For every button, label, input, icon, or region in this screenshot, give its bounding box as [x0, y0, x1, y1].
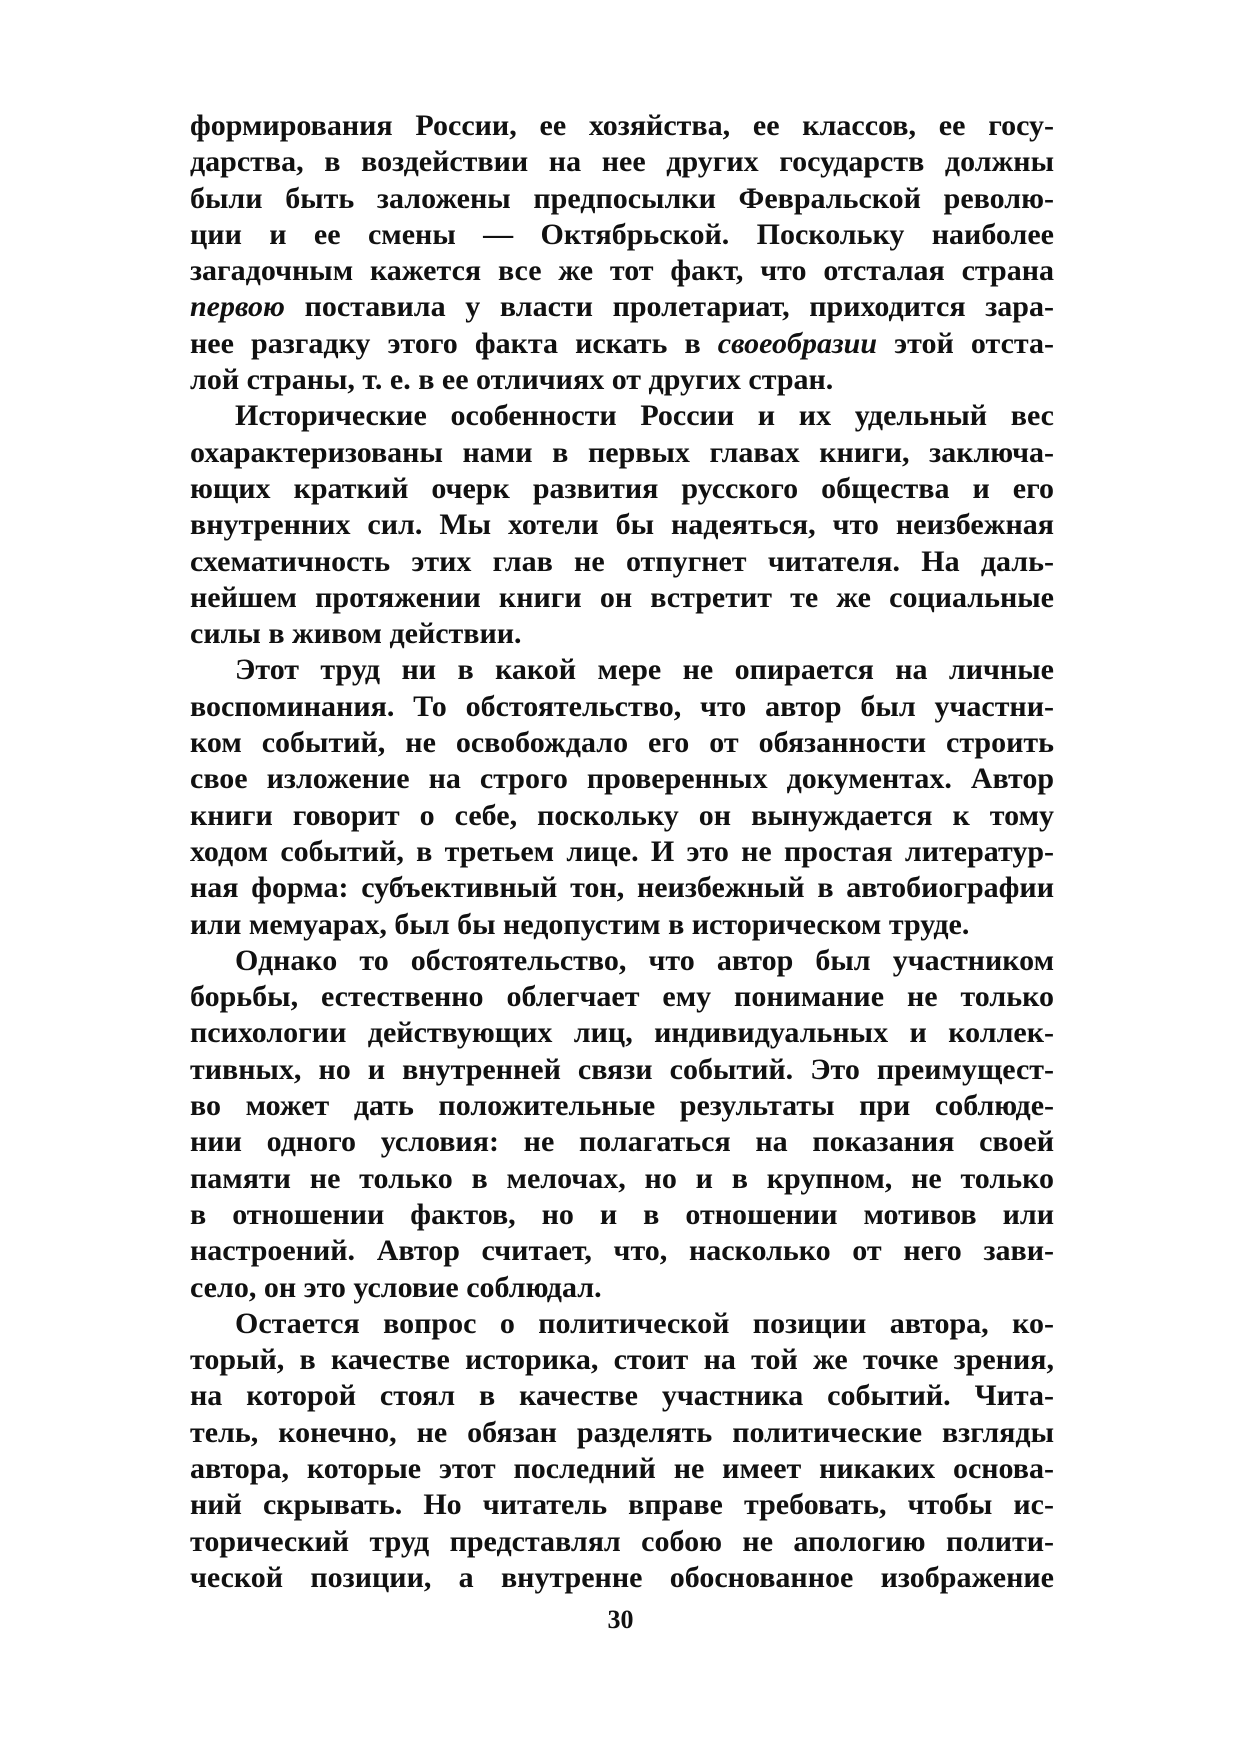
- text-line: [190, 398, 1054, 434]
- text-line: [190, 144, 1054, 180]
- text-line: [190, 326, 1054, 362]
- text-line: [190, 834, 1054, 870]
- text-line: [190, 1197, 1054, 1233]
- paragraph: [190, 1306, 1054, 1596]
- text-segment: ная форма: субъективный тон, неизбежный в автобиографии: [190, 871, 1054, 905]
- text-line: [190, 725, 1054, 761]
- text-segment: нее разгадку этого факта искать в: [190, 326, 718, 360]
- text-line: [190, 580, 1054, 616]
- text-segment: книги говорит о себе, поскольку он вынуждается к тому: [190, 798, 1054, 832]
- text-segment: воспоминания. То обстоятельство, что автор был участни-: [190, 689, 1054, 723]
- text-line: [190, 1306, 1054, 1342]
- text-line: [190, 1088, 1054, 1124]
- text-segment: поставила у власти пролетариат, приходится зара-: [284, 290, 1054, 324]
- text-line: [190, 616, 1054, 652]
- text-line: [190, 217, 1054, 253]
- page-number: 30: [607, 1605, 634, 1634]
- text-segment: ческой позиции, а внутренне обоснованное изображение: [190, 1560, 1054, 1594]
- text-segment: ком событий, не освобождало его от обязанности строить: [190, 726, 1054, 760]
- text-segment: были быть заложены предпосылки Февральской револю-: [190, 181, 1054, 215]
- text-segment: торый, в качестве историка, стоит на той же точке зрения,: [190, 1343, 1054, 1377]
- text-segment: автора, которые этот последний не имеет никаких основа-: [190, 1451, 1054, 1485]
- text-line: [190, 907, 1054, 943]
- text-line: [190, 1560, 1054, 1596]
- paragraph: [190, 398, 1054, 652]
- text-segment: свое изложение на строго проверенных документах. Автор: [190, 762, 1054, 796]
- text-line: [190, 1342, 1054, 1378]
- text-line: [190, 798, 1054, 834]
- text-line: [190, 1487, 1054, 1523]
- text-segment: дарства, в воздействии на нее других государств должны: [190, 145, 1054, 179]
- text-line: [190, 471, 1054, 507]
- text-segment: борьбы, естественно облегчает ему понимание не только: [190, 980, 1054, 1014]
- text-line: [190, 870, 1054, 906]
- paragraph: [190, 108, 1054, 398]
- text-segment: тивных, но и внутренней связи событий. Это преимущест-: [190, 1052, 1054, 1086]
- text-segment: Однако то обстоятельство, что автор был участником: [235, 943, 1054, 977]
- text-segment: внутренних сил. Мы хотели бы надеяться, что неизбежная: [190, 508, 1054, 542]
- text-line: [190, 1015, 1054, 1051]
- paragraph: [190, 943, 1054, 1306]
- text-segment: Этот труд ни в какой мере не опирается на личные: [235, 653, 1054, 687]
- text-line: [190, 507, 1054, 543]
- text-segment: памяти не только в мелочах, но и в крупном, не только: [190, 1161, 1054, 1195]
- text-segment: этой отста-: [877, 326, 1054, 360]
- text-line: [190, 253, 1054, 289]
- text-segment: торический труд представлял собою не апологию полити-: [190, 1524, 1054, 1558]
- text-segment: схематичность этих глав не отпугнет читателя. На даль-: [190, 544, 1054, 578]
- text-segment: ющих краткий очерк развития русского общества и его: [190, 471, 1054, 505]
- text-line: [190, 1415, 1054, 1451]
- text-line: [190, 435, 1054, 471]
- text-segment: формирования России, ее хозяйства, ее классов, ее госу-: [190, 109, 1054, 142]
- text-line: [190, 544, 1054, 580]
- text-segment: ции и ее смены — Октябрьской. Поскольку наиболее: [190, 217, 1054, 251]
- text-segment: в отношении фактов, но и в отношении мотивов или: [190, 1197, 1054, 1231]
- text-segment: нейшем протяжении книги он встретит те же социальные: [190, 580, 1054, 614]
- text-line: [190, 979, 1054, 1015]
- text-segment: лой страны, т. е. в ее отличиях от других стран.: [190, 363, 834, 397]
- text-line: [190, 181, 1054, 217]
- text-line: [190, 1378, 1054, 1414]
- text-segment: ходом событий, в третьем лице. И это не простая литератур-: [190, 834, 1054, 868]
- text-segment: тель, конечно, не обязан разделять политические взгляды: [190, 1415, 1054, 1449]
- text-line: [190, 1233, 1054, 1269]
- text-segment: во может дать положительные результаты при соблюде-: [190, 1089, 1054, 1123]
- text-segment: охарактеризованы нами в первых главах книги, заключа-: [190, 435, 1054, 469]
- text-segment: Остается вопрос о политической позиции автора, ко-: [235, 1306, 1054, 1340]
- text-segment: Исторические особенности России и их удельный вес: [235, 399, 1054, 433]
- text-line: [190, 1124, 1054, 1160]
- text-segment: ний скрывать. Но читатель вправе требовать, чтобы ис-: [190, 1488, 1054, 1522]
- italic-text: своеобразии: [717, 326, 878, 360]
- text-segment: на которой стоял в качестве участника событий. Чита-: [190, 1379, 1054, 1413]
- text-segment: село, он это условие соблюдал.: [190, 1270, 602, 1304]
- text-line: [190, 1451, 1054, 1487]
- text-line: [190, 1524, 1054, 1560]
- text-line: [190, 689, 1054, 725]
- text-line: [190, 1052, 1054, 1088]
- text-segment: нии одного условия: не полагаться на показания своей: [190, 1125, 1054, 1159]
- text-line: [190, 362, 1054, 398]
- paragraph: [190, 652, 1054, 942]
- text-segment: силы в живом действии.: [190, 617, 522, 651]
- text-line: [190, 289, 1054, 325]
- text-line: [190, 943, 1054, 979]
- text-line: [190, 108, 1054, 144]
- text-segment: загадочным кажется все же тот факт, что отсталая страна: [190, 254, 1054, 288]
- text-line: [190, 1270, 1054, 1306]
- text-line: [190, 1161, 1054, 1197]
- text-segment: или мемуарах, был бы недопустим в историческом труде.: [190, 907, 970, 941]
- text-segment: психологии действующих лиц, индивидуальных и коллек-: [190, 1016, 1054, 1050]
- text-line: [190, 761, 1054, 797]
- body-text: [190, 108, 1054, 1596]
- text-segment: настроений. Автор считает, что, насколько от него зави-: [190, 1234, 1054, 1268]
- italic-text: первою: [190, 290, 285, 324]
- text-line: [190, 652, 1054, 688]
